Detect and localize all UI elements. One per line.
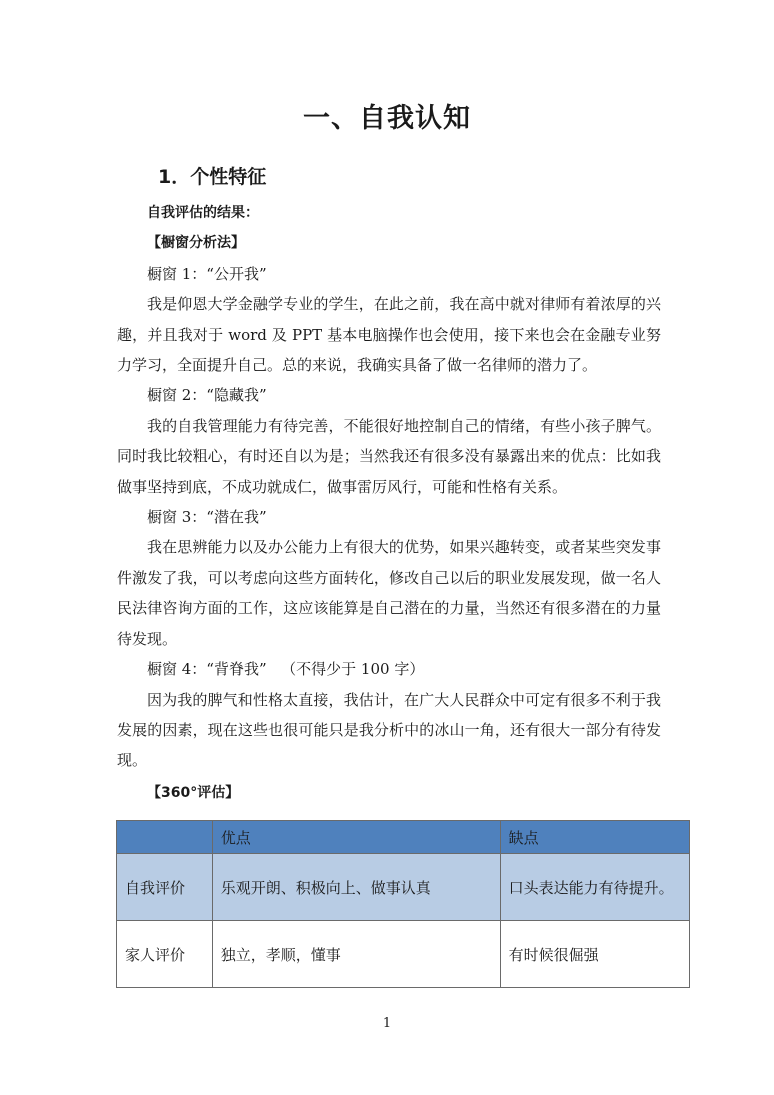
table-header-cell: 缺点 [500, 821, 689, 854]
johari-label: 【橱窗分析法】 [147, 235, 245, 252]
window-1-heading: 橱窗 1：“公开我” [147, 264, 267, 283]
window-1-text: 我是仰恩大学金融学专业的学生，在此之前，我在高中就对律师有着浓厚的兴趣，并且我对于 word 及 PPT 基本电脑操作也会使用，接下来也会在金融专业努力学习，全面提升自己。总的来说，我确实具备了做一名律师的潜力了。 [117, 295, 661, 375]
table-header-cell: 优点 [212, 821, 500, 854]
eval360-label: 【360°评估】 [147, 784, 240, 801]
table-row [117, 921, 690, 988]
table-header-row [117, 821, 690, 854]
window-3-text: 我在思辨能力以及办公能力上有很大的优势，如果兴趣转变，或者某些突发事件激发了我，可以考虑向这些方面转化，修改自己以后的职业发展发现，做一名人民法律咨询方面的工作，这应该能算是自己潜在的力量，当然还有很多潜在的力量待发现。 [117, 538, 661, 648]
window-3-heading: 橱窗 3：“潜在我” [147, 508, 267, 527]
body-text [117, 198, 661, 808]
window-2-text: 我的自我管理能力有待完善，不能很好地控制自己的情绪，有些小孩子脾气。同时我比较粗心，有时还自以为是；当然我还有很多没有暴露出来的优点：比如我做事坚持到底，不成功就成仁，做事雷厉风行，可能和性格有关系。 [117, 416, 661, 496]
table-cell: 家人评价 [117, 921, 213, 988]
table-cell: 独立，孝顺，懂事 [212, 921, 500, 988]
table-header-cell [117, 821, 213, 854]
section-heading: 1．个性特征 [158, 166, 267, 188]
evaluation-table [116, 820, 690, 988]
table-cell: 口头表达能力有待提升。 [500, 854, 689, 921]
table-cell: 乐观开朗、积极向上、做事认真 [212, 854, 500, 921]
window-4-note: （不得少于 100 字） [288, 660, 425, 679]
assessment-label: 自我评估的结果： [147, 205, 259, 221]
table-cell: 有时候很倔强 [500, 921, 689, 988]
page-title: 一、自我认知 [303, 103, 471, 134]
table-cell: 自我评价 [117, 854, 213, 921]
table-row [117, 854, 690, 921]
window-4-heading: 橱窗 4：“背脊我” [147, 660, 267, 679]
window-4-text: 因为我的脾气和性格太直接，我估计，在广大人民群众中可定有很多不利于我发展的因素，现在这些也很可能只是我分析中的冰山一角，还有很大一部分有待发现。 [117, 690, 661, 770]
page-number: 1 [382, 1016, 392, 1031]
window-4-heading-line [117, 654, 661, 684]
window-2-heading: 橱窗 2：“隐藏我” [147, 386, 267, 405]
